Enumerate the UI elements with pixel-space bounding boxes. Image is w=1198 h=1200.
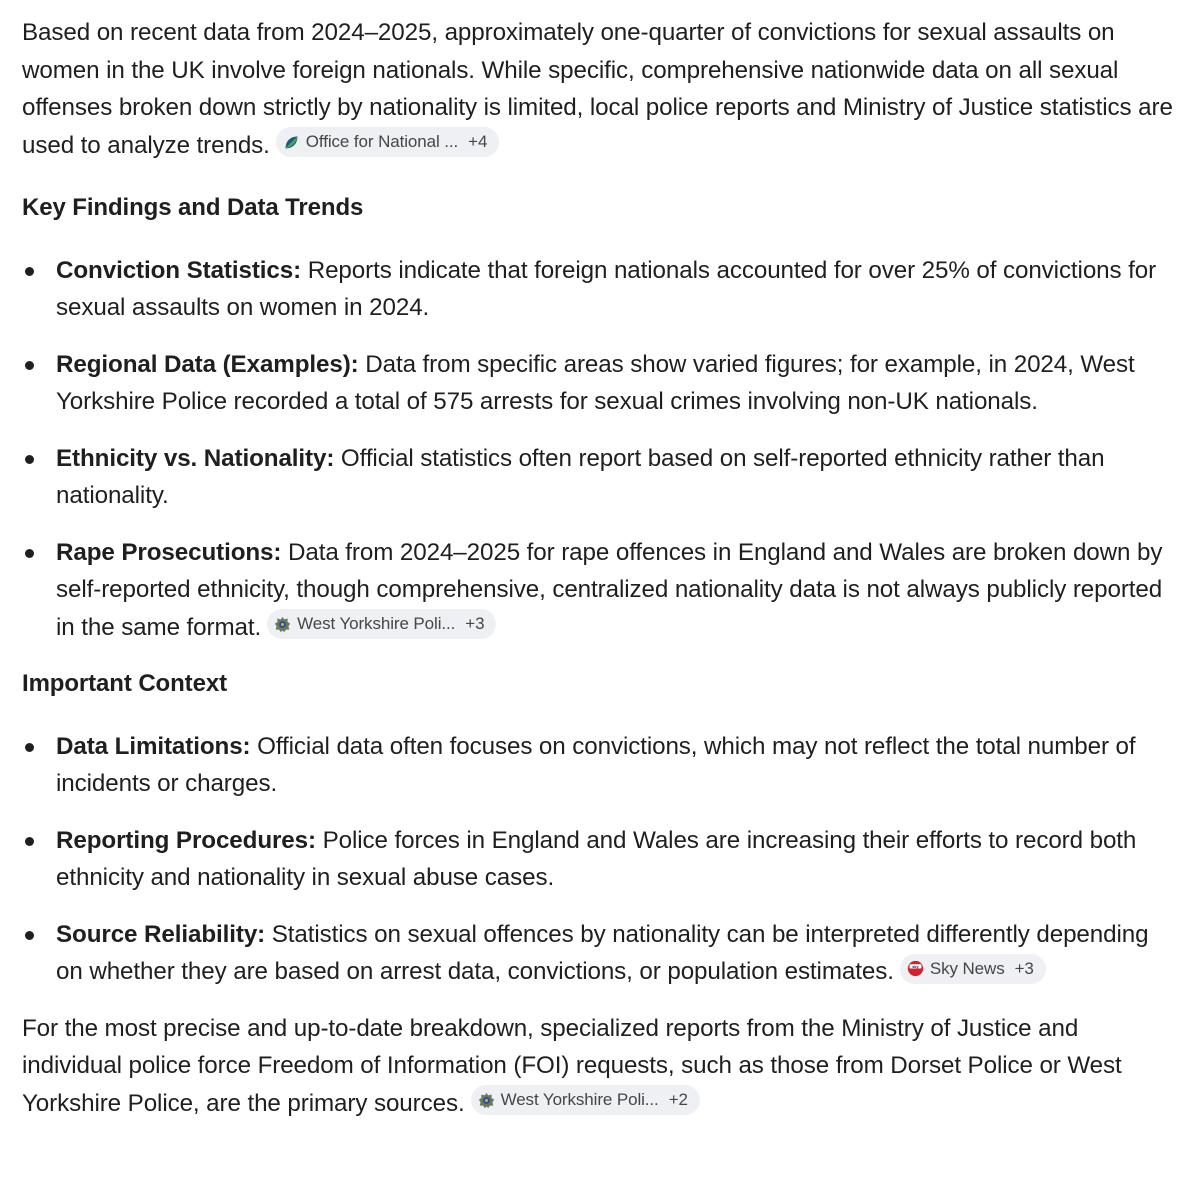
section-heading-important-context: Important Context [22,670,227,697]
item-term: Source Reliability: [56,920,266,948]
bullet-icon [25,361,34,370]
bullet-icon [25,267,34,276]
list-item [22,346,1176,421]
ons-icon [283,134,300,151]
item-term: Reporting Procedures: [56,826,316,854]
sky-news-icon [907,960,924,977]
item-text: Police forces in England and Wales are increasing their efforts to record both ethnicity and nationality in sexual abuse cases. [56,826,1137,891]
item-text: Official data often focuses on convictions, which may not reflect the total number of incidents or charges. [56,732,1136,797]
item-term: Regional Data (Examples): [56,350,359,378]
chip-source-label: Sky News [929,958,1005,978]
chip-source-label: West Yorkshire Poli... [500,1090,659,1109]
chip-count: +2 [668,1090,688,1109]
item-text: Official statistics often report based on self-reported ethnicity rather than nationality. [56,444,1105,509]
list-item [22,728,1176,803]
section-heading-key-findings: Key Findings and Data Trends [22,194,364,221]
item-term: Data Limitations: [56,732,251,760]
bullet-icon [25,931,34,940]
item-term: Rape Prosecutions: [56,538,282,566]
list-item [22,440,1176,515]
source-chip-sky-news[interactable] [900,954,1046,984]
police-badge-icon [478,1092,495,1109]
outro-paragraph [22,1010,1176,1123]
chip-source-label: Office for National ... [305,132,459,151]
outro-text: For the most precise and up-to-date breakdown, specialized reports from the Ministry of Justice and individual police force Freedom of Information (FOI) requests, such as those from Dorset Police or West Yorkshire Police, are the primary sources. [22,1014,1122,1117]
bullet-icon [25,455,34,464]
important-context-list [22,728,1176,991]
svg-text:sky: sky [912,964,919,969]
source-chip-west-yorkshire[interactable] [267,609,496,639]
item-term: Conviction Statistics: [56,256,302,284]
list-item [22,252,1176,327]
bullet-icon [25,743,34,752]
chip-source-label: West Yorkshire Poli... [297,614,456,633]
list-item [22,916,1176,991]
item-term: Ethnicity vs. Nationality: [56,444,335,472]
bullet-icon [25,837,34,846]
bullet-icon [25,549,34,558]
intro-paragraph [22,14,1176,164]
item-text: Statistics on sexual offences by nationality can be interpreted differently depending on whether they are based on arrest data, convictions, or population estimates. [56,920,1149,985]
source-chip-ons[interactable] [276,127,500,157]
item-text: Reports indicate that foreign nationals accounted for over 25% of convictions for sexual assaults on women in 2024. [56,256,1157,321]
list-item [22,822,1176,897]
source-chip-west-yorkshire-2[interactable] [471,1085,700,1115]
key-findings-list [22,252,1176,647]
chip-count: +3 [465,614,485,633]
item-text: Data from 2024–2025 for rape offences in England and Wales are broken down by self-reported ethnicity, though comprehensive, centralized nationality data is not always publicly reported in the same format. [56,538,1163,641]
list-item [22,534,1176,647]
chip-count: +4 [468,132,488,151]
item-text: Data from specific areas show varied figures; for example, in 2024, West Yorkshire Police recorded a total of 575 arrests for sexual crimes involving non-UK nationals. [56,350,1135,415]
intro-text: Based on recent data from 2024–2025, approximately one-quarter of convictions for sexual assaults on women in the UK involve foreign nationals. While specific, comprehensive nationwide data on all sexual offenses broken down strictly by nationality is limited, local police reports and Ministry of Justice statistics are used to analyze trends. [22,19,1173,159]
police-badge-icon [274,616,291,633]
chip-count: +3 [1014,958,1034,978]
